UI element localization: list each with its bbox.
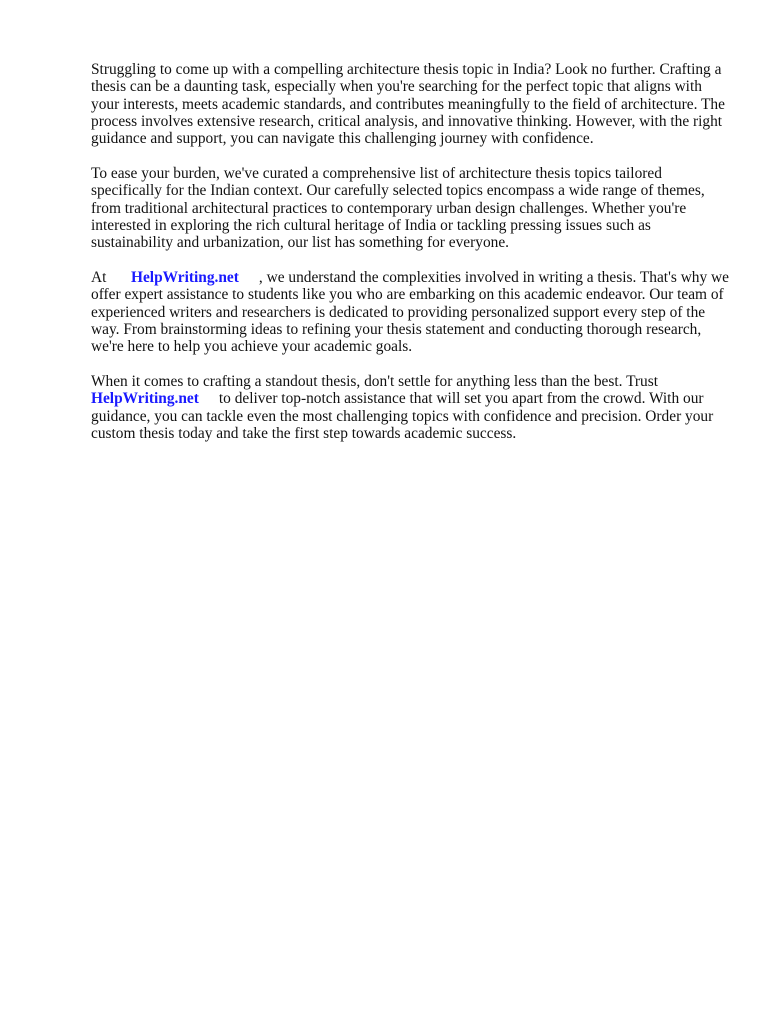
document-body bbox=[91, 61, 731, 460]
topics-paragraph bbox=[91, 165, 731, 251]
intro-text: Struggling to come up with a compelling architecture thesis topic in India? Look no further. Crafting a thesis can be a daunting task, especially when you're searching for the perfect topic that aligns with your interests, meets academic standards, and contributes meaningfully to the field of architecture. The process involves extensive research, critical analysis, and innovative thinking. However, with the right guidance and support, you can navigate this challenging journey with confidence. bbox=[91, 61, 725, 148]
closing-lead-text: When it comes to crafting a standout thesis, don't settle for anything less than the best. Trust bbox=[91, 372, 659, 390]
intro-paragraph bbox=[91, 61, 731, 147]
helpwriting-link-2[interactable]: HelpWriting.net bbox=[91, 390, 199, 408]
service-lead-word: At bbox=[91, 268, 107, 286]
closing-paragraph bbox=[91, 373, 731, 442]
topics-text: To ease your burden, we've curated a comprehensive list of architecture thesis topics tailored specifically for the Indian context. Our carefully selected topics encompass a wide range of themes, from traditional architectural practices to contemporary urban design challenges. Whether you're interested in exploring the rich cultural heritage of India or tackling pressing issues such as sustainability and urbanization, our list has something for everyone. bbox=[91, 164, 705, 252]
closing-text: to deliver top-notch assistance that will set you apart from the crowd. With our guidance, you can tackle even the most challenging topics with confidence and precision. Order your custom thesis today and take the first step towards academic success. bbox=[91, 390, 714, 442]
helpwriting-link-1[interactable]: HelpWriting.net bbox=[131, 268, 239, 286]
service-paragraph bbox=[91, 269, 731, 355]
service-text: , we understand the complexities involved in writing a thesis. That's why we offer expert assistance to students like you who are embarking on this academic endeavor. Our team of experienced writers and researchers is dedicated to providing personalized support every step of the way. From brainstorming ideas to refining your thesis statement and conducting thorough research, we're here to help you achieve your academic goals. bbox=[91, 268, 729, 356]
